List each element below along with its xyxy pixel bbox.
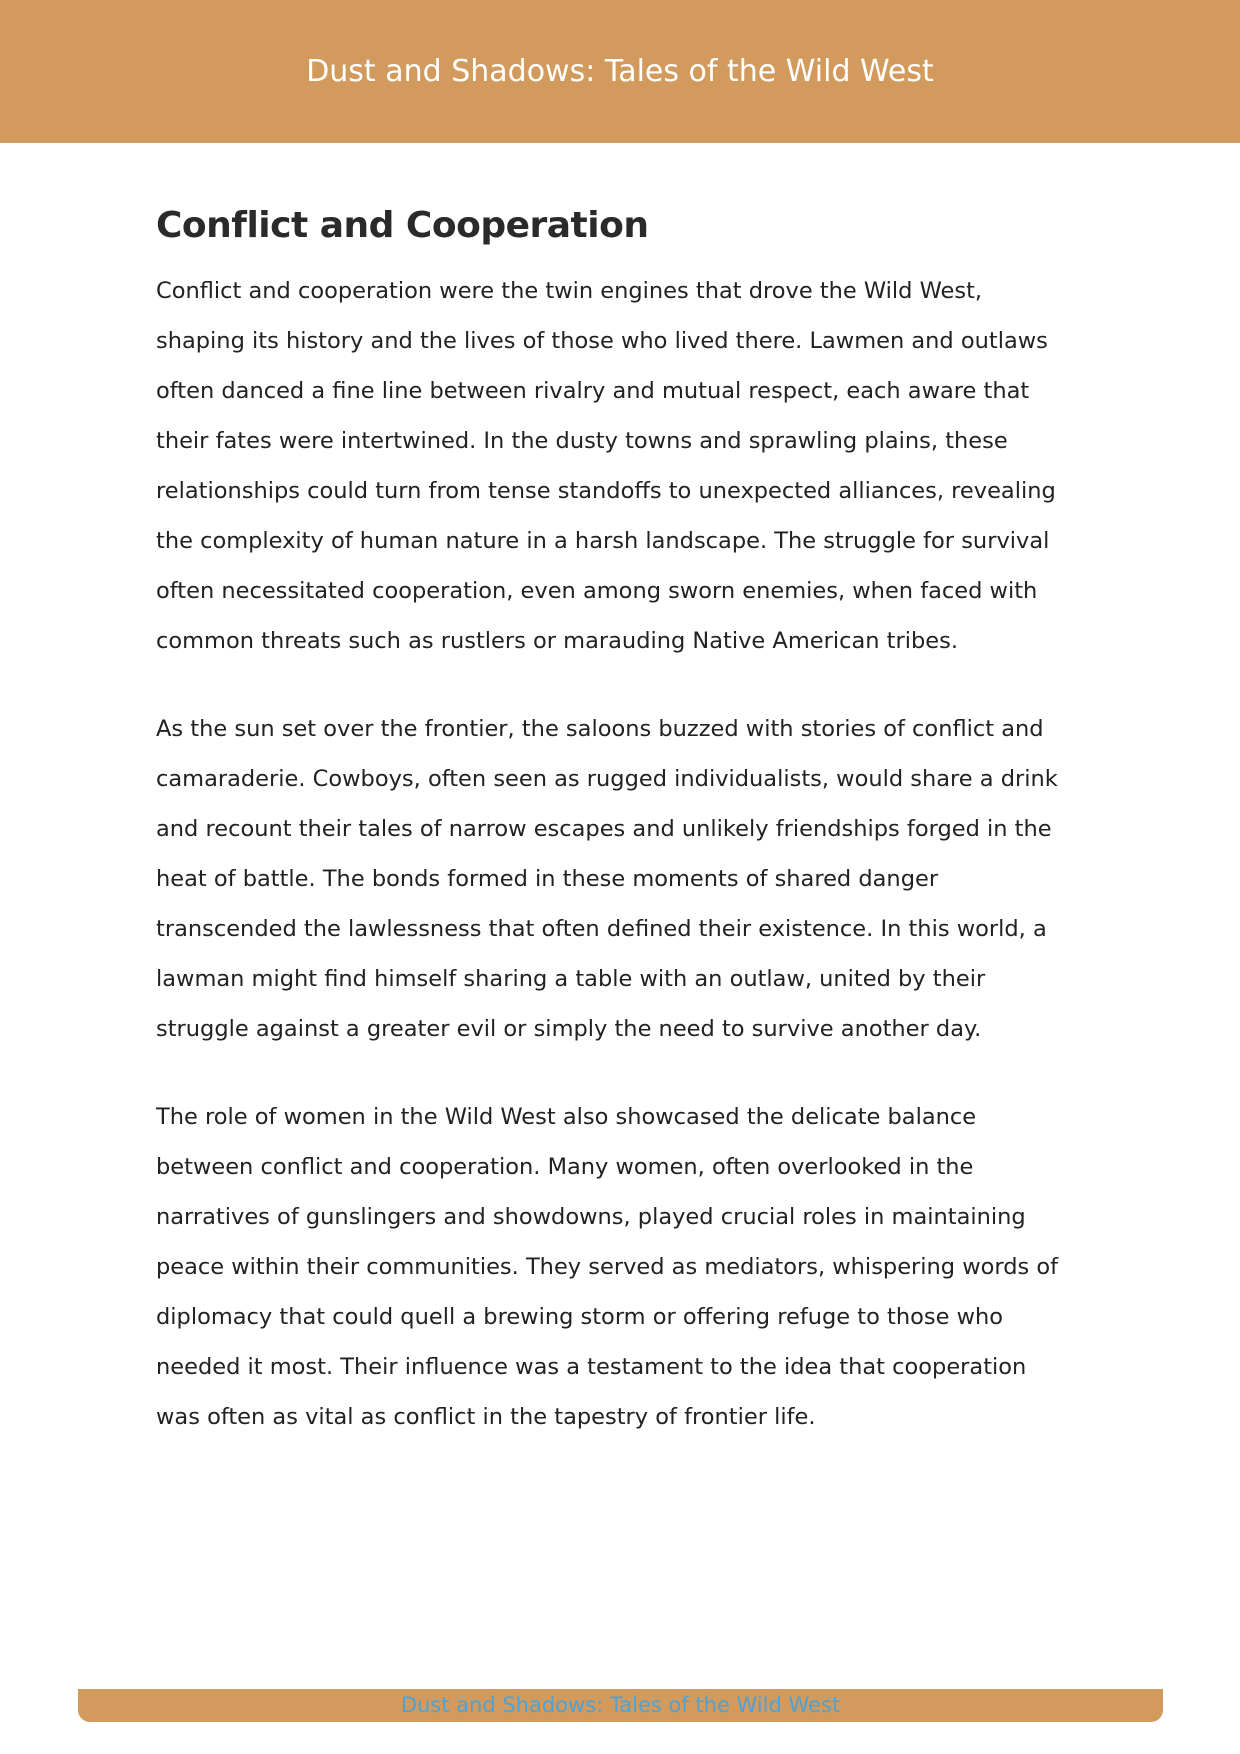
paragraph-1: Conflict and cooperation were the twin engines that drove the Wild West, shaping its history and the lives of those who lived there. Lawmen and outlaws often danced a fine line between rivalry and mutual respect, each aware that their fates were intertwined. In the dusty towns and sprawling plains, these relationships could turn from tense standoffs to unexpected alliances, revealing the complexity of human nature in a harsh landscape. The struggle for survival often necessitated cooperation, even among sworn enemies, when faced with common threats such as rustlers or marauding Native American tribes. <box>156 278 1056 654</box>
footer-title: Dust and Shadows: Tales of the Wild West <box>400 1693 841 1717</box>
header-banner <box>0 0 1240 143</box>
footer-bar <box>78 1689 1163 1722</box>
section-heading: Conflict and Cooperation <box>156 205 649 246</box>
paragraph-2: As the sun set over the frontier, the saloons buzzed with stories of conflict and camaraderie. Cowboys, often seen as rugged individualists, would share a drink and recount their tales of narrow escapes and unlikely friendships forged in the heat of battle. The bonds formed in these moments of shared danger transcended the lawlessness that often defined their existence. In this world, a lawman might find himself sharing a table with an outlaw, united by their struggle against a greater evil or simply the need to survive another day. <box>156 716 1058 1042</box>
paragraph-3: The role of women in the Wild West also showcased the delicate balance between conflict and cooperation. Many women, often overlooked in the narratives of gunslingers and showdowns, played crucial roles in maintaining peace within their communities. They served as mediators, whispering words of diplomacy that could quell a brewing storm or offering refuge to those who needed it most. Their influence was a testament to the idea that cooperation was often as vital as conflict in the tapestry of frontier life. <box>156 1104 1059 1430</box>
document-title: Dust and Shadows: Tales of the Wild West <box>306 54 934 89</box>
main-content <box>156 200 1076 1480</box>
